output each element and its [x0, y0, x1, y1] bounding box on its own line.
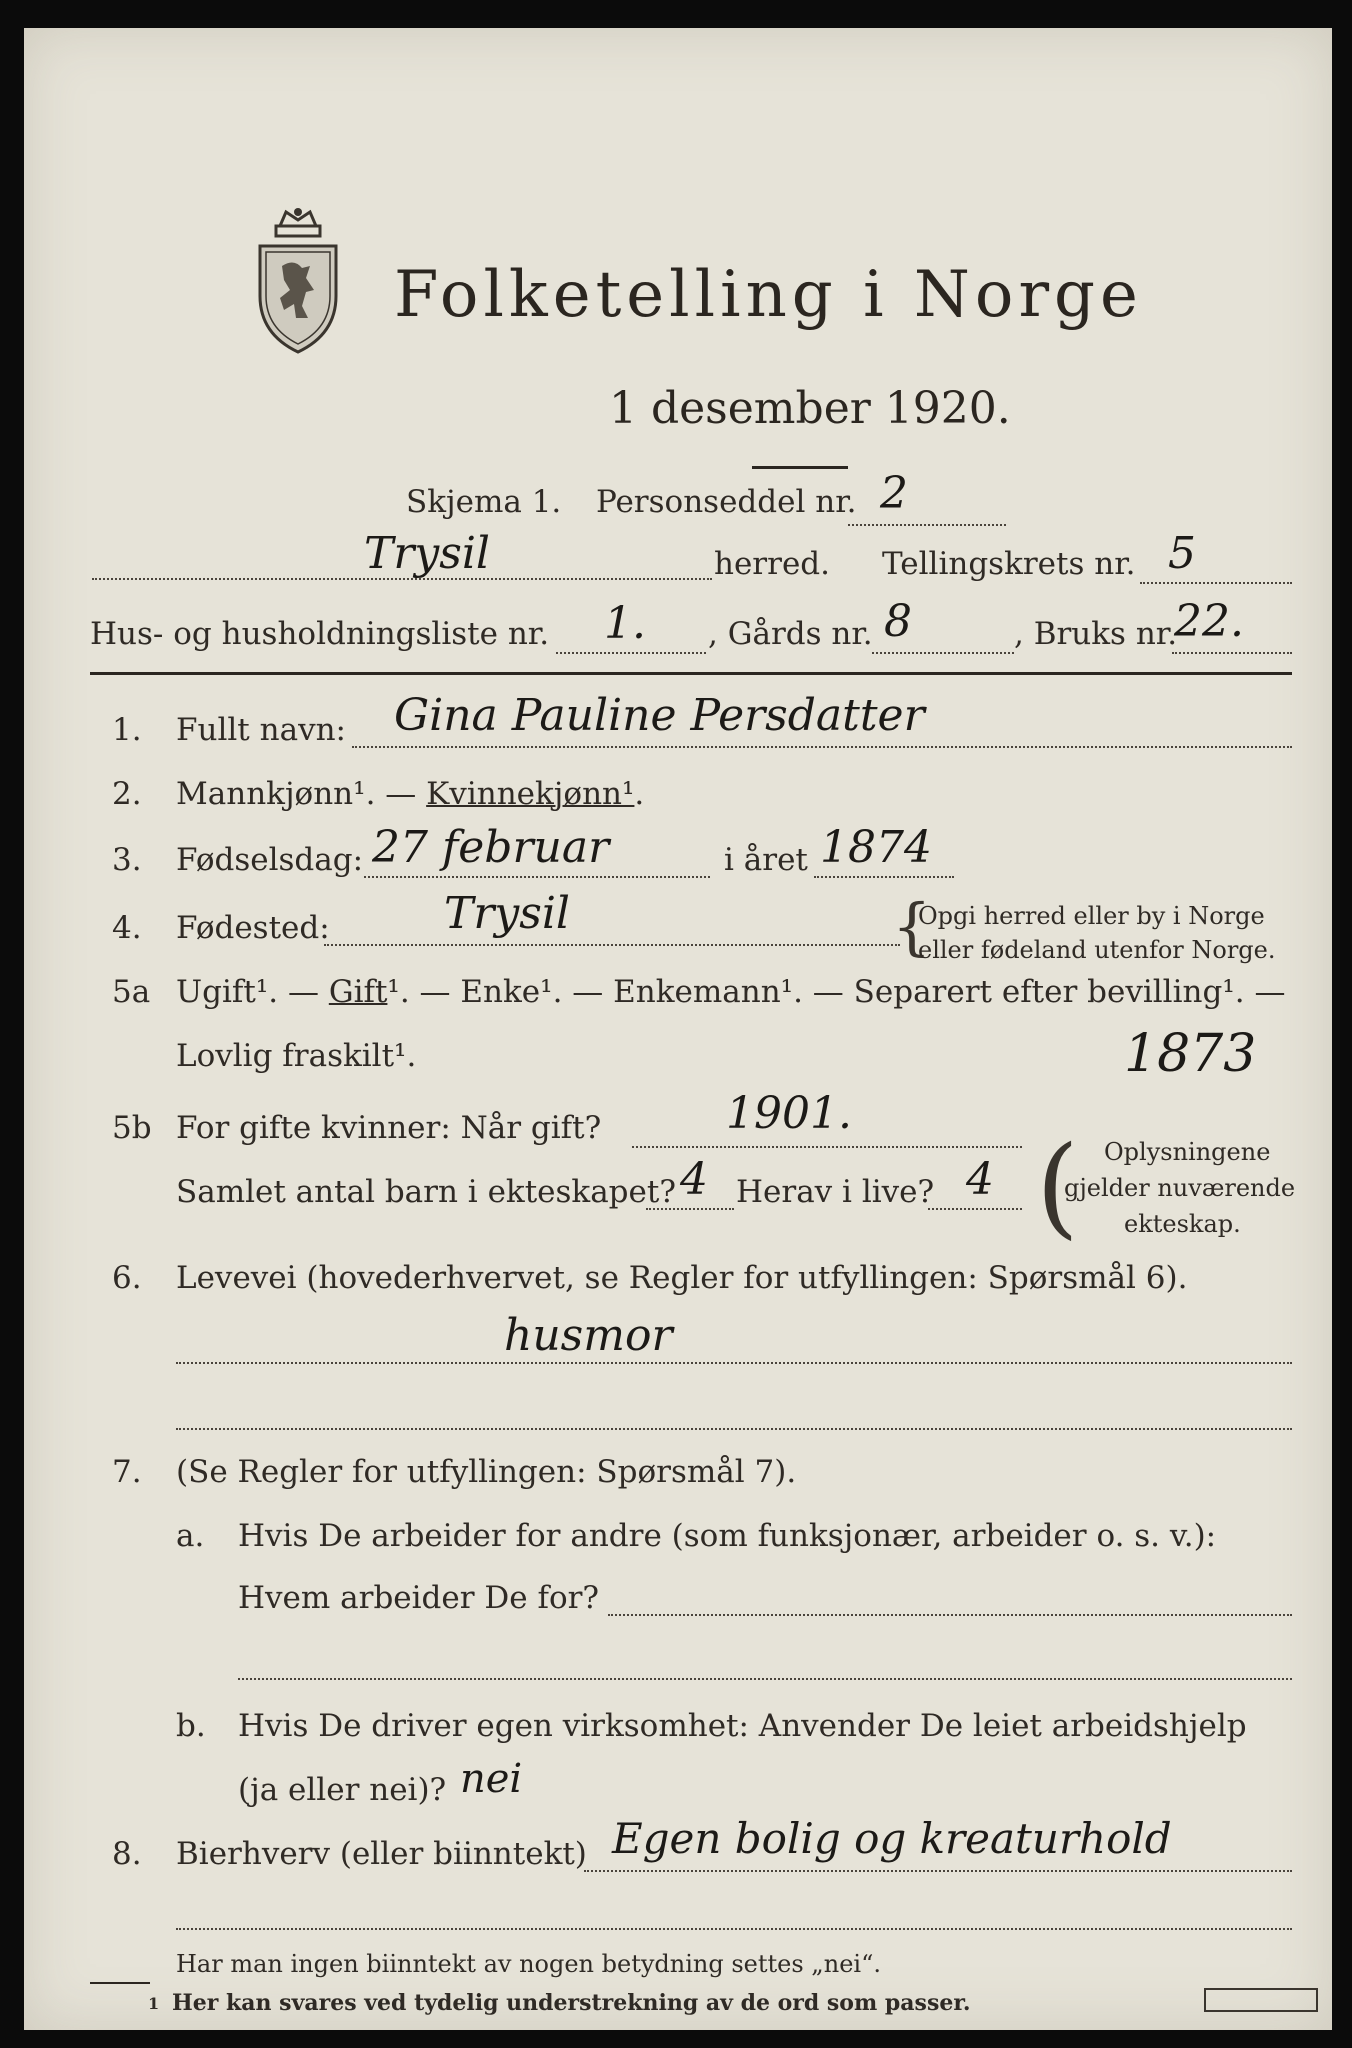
hus-value[interactable]: 1. — [604, 598, 646, 649]
footer-note: Har man ingen biinntekt av nogen betydning settes „nei“. — [176, 1950, 881, 1978]
gards-label: , Gårds nr. — [708, 616, 873, 652]
q5a-gift[interactable]: Gift — [328, 974, 388, 1010]
q3-year-line — [814, 876, 954, 878]
q7-number: 7. — [112, 1454, 142, 1490]
q7-label: (Se Regler for utfyllingen: Spørsmål 7). — [176, 1454, 797, 1490]
q5b-label: For gifte kvinner: Når gift? — [176, 1110, 602, 1146]
bruks-label: , Bruks nr. — [1014, 616, 1178, 652]
bruks-value[interactable]: 22. — [1174, 596, 1244, 647]
q6-line2 — [176, 1428, 1292, 1430]
q4-number: 4. — [112, 910, 142, 946]
q6-label: Levevei (hovederhvervet, se Regler for utfyllingen: Spørsmål 6). — [176, 1260, 1188, 1296]
q8-number: 8. — [112, 1836, 142, 1872]
q6-value[interactable]: husmor — [504, 1310, 673, 1361]
q5b-note-line3: ekteskap. — [1124, 1210, 1241, 1238]
q5b-note-line2: gjelder nuværende — [1064, 1174, 1296, 1202]
census-date: 1 desember 1920. — [609, 383, 1011, 434]
q1-line — [352, 746, 1292, 748]
form-title: Folketelling i Norge — [394, 258, 1143, 332]
q2-mannkjonn[interactable]: Mannkjønn¹. — — [176, 776, 417, 812]
gards-line — [872, 652, 1014, 654]
skjema-label: Skjema 1. — [406, 484, 562, 520]
q4-brace: { — [892, 890, 932, 963]
q5b-alive-line — [928, 1208, 1022, 1210]
q3-year-value[interactable]: 1874 — [820, 822, 932, 873]
q3-date-line — [364, 876, 710, 878]
q4-label: Fødested: — [176, 910, 330, 946]
q4-note-line2: eller fødeland utenfor Norge. — [918, 936, 1276, 964]
hus-line — [556, 652, 706, 654]
q4-value[interactable]: Trysil — [444, 888, 570, 939]
q7a-employer-line — [608, 1614, 1292, 1616]
q5b-children-label: Samlet antal barn i ekteskapet? — [176, 1174, 676, 1210]
q5a-other-options[interactable]: ¹. — Enke¹. — Enkemann¹. — Separert efter bevilling¹. — — [387, 974, 1286, 1010]
footnote-text: Her kan svares ved tydelig understrekning av de ord som passer. — [172, 1990, 971, 2016]
hus-label: Hus- og husholdningsliste nr. — [90, 616, 550, 652]
q1-label: Fullt navn: — [176, 712, 346, 748]
q7a-number: a. — [176, 1518, 205, 1554]
q7a-label: Hvis De arbeider for andre (som funksjonær, arbeider o. s. v.): — [238, 1518, 1217, 1554]
q2-options — [176, 776, 644, 812]
q2-period: . — [634, 776, 645, 812]
q8-line1 — [584, 1870, 1292, 1872]
q7a-line2: Hvem arbeider De for? — [238, 1580, 600, 1616]
q5b-children-value[interactable]: 4 — [680, 1154, 708, 1205]
q5b-married-line — [632, 1146, 1022, 1148]
q7b-label: Hvis De driver egen virksomhet: Anvender De leiet arbeidshjelp — [238, 1708, 1247, 1744]
bruks-line — [1172, 652, 1292, 654]
header-rule — [90, 672, 1292, 675]
q5a-margin-note: 1873 — [1124, 1024, 1257, 1084]
q2-kvinnekjonn[interactable]: Kvinnekjønn¹ — [426, 776, 635, 812]
personseddel-value[interactable]: 2 — [880, 468, 908, 519]
herred-value[interactable]: Trysil — [364, 528, 490, 579]
q8-label: Bierhverv (eller biinntekt) — [176, 1836, 587, 1872]
tellingskrets-line — [1140, 582, 1292, 584]
q7b-value[interactable]: nei — [460, 1756, 523, 1802]
q2-number: 2. — [112, 776, 142, 812]
q3-number: 3. — [112, 842, 142, 878]
footnote-rule — [90, 1982, 150, 1984]
q7b-line2: (ja eller nei)? — [238, 1772, 447, 1808]
q3-value[interactable]: 27 februar — [372, 822, 610, 873]
q5b-value[interactable]: 1901. — [726, 1088, 852, 1139]
tellingskrets-label: Tellingskrets nr. — [882, 546, 1136, 582]
q6-number: 6. — [112, 1260, 142, 1296]
q8-value[interactable]: Egen bolig og kreaturhold — [612, 1814, 1172, 1863]
title-separator — [752, 466, 848, 469]
q5b-number: 5b — [112, 1110, 152, 1146]
q7b-number: b. — [176, 1708, 206, 1744]
footnote-mark: 1 — [148, 1994, 160, 2013]
q5a-ugift[interactable]: Ugift¹. — — [176, 974, 319, 1010]
gards-value[interactable]: 8 — [884, 596, 912, 647]
personseddel-label: Personseddel nr. — [596, 484, 857, 520]
census-form-page — [24, 28, 1332, 2030]
q1-number: 1. — [112, 712, 142, 748]
personseddel-line — [848, 524, 1006, 526]
q5a-fraskilt[interactable]: Lovlig fraskilt¹. — [176, 1038, 417, 1074]
q4-note-line1: Opgi herred eller by i Norge — [918, 902, 1265, 930]
herred-label: herred. — [714, 546, 830, 582]
q8-line2 — [176, 1928, 1292, 1930]
tellingskrets-value[interactable]: 5 — [1168, 528, 1196, 579]
q1-value[interactable]: Gina Pauline Persdatter — [394, 690, 925, 741]
q5b-brace: ( — [1036, 1122, 1079, 1250]
q4-line — [324, 944, 900, 946]
q5b-note-line1: Oplysningene — [1104, 1138, 1271, 1166]
q7a-extra-line — [238, 1678, 1292, 1680]
q5b-alive-label: Herav i live? — [736, 1174, 935, 1210]
q5b-alive-value[interactable]: 4 — [966, 1154, 994, 1205]
q3-year-label: i året — [724, 842, 808, 878]
q5a-options — [176, 974, 1285, 1010]
norway-coat-of-arms-icon — [250, 206, 346, 356]
q5b-children-line — [646, 1208, 734, 1210]
q3-label: Fødselsdag: — [176, 842, 364, 878]
q6-line1 — [176, 1362, 1292, 1364]
q5a-number: 5a — [112, 974, 151, 1010]
printer-stamp — [1204, 1988, 1318, 2012]
